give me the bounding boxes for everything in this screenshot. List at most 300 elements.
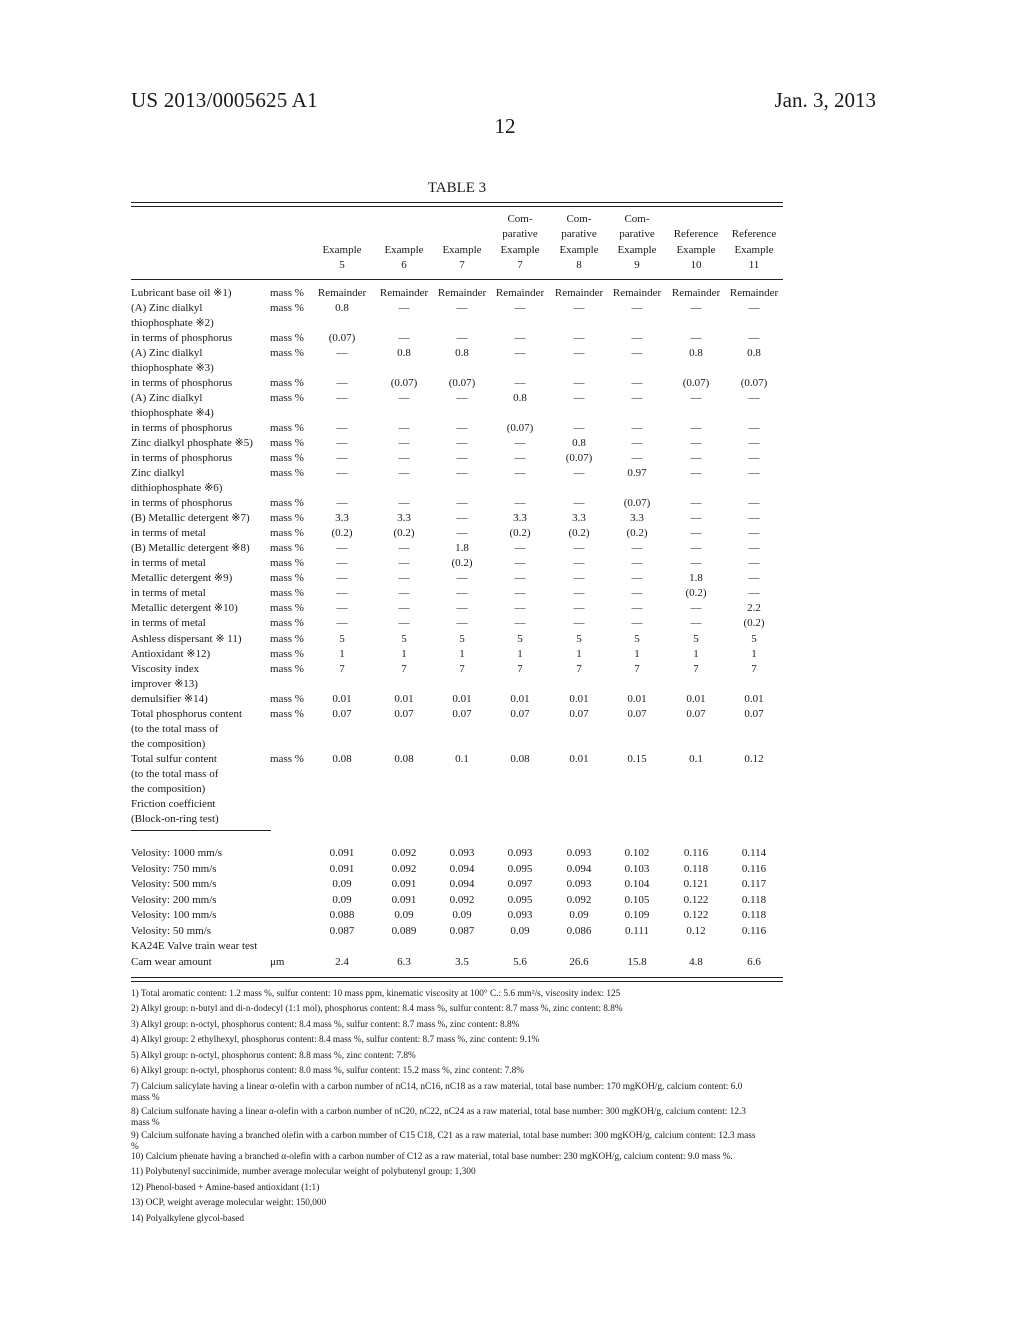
table-cell: 5 xyxy=(693,632,699,645)
table-cell: — xyxy=(690,557,702,570)
table-cell: — xyxy=(631,302,643,314)
table-cell: — xyxy=(398,617,410,630)
table-cell: 0.07 xyxy=(627,707,647,720)
row-label: thiophosphate ※3) xyxy=(131,362,214,375)
row-label: Metallic detergent ※10) xyxy=(131,602,238,615)
table-cell: — xyxy=(631,602,643,615)
table-cell: 0.01 xyxy=(744,692,764,705)
row-unit: mass % xyxy=(270,302,304,314)
column-header-cell: Example xyxy=(384,244,424,256)
table-cell: 1.8 xyxy=(689,572,703,585)
table-cell: 0.087 xyxy=(329,924,355,937)
row-unit: mass % xyxy=(270,437,304,450)
row-unit: mass % xyxy=(270,497,304,510)
table-cell: 0.122 xyxy=(683,893,709,906)
table-cell: — xyxy=(514,587,526,600)
column-header-cell: Example xyxy=(500,244,540,256)
table-cell: 1 xyxy=(634,647,640,660)
table-cell: — xyxy=(573,302,585,314)
column-header-cell: 6 xyxy=(401,259,407,271)
table-cell: 5 xyxy=(517,632,523,645)
table-cell: 0.01 xyxy=(627,692,647,705)
table-cell: — xyxy=(690,437,702,450)
table-cell: 0.091 xyxy=(329,847,355,859)
table-cell: — xyxy=(631,437,643,450)
table-cell: — xyxy=(573,557,585,570)
table-cell: 0.12 xyxy=(686,924,706,937)
table-cell: — xyxy=(398,452,410,465)
row-unit: mass % xyxy=(270,557,304,570)
row-label: Velosity: 500 mm/s xyxy=(131,878,217,891)
table-cell: — xyxy=(336,452,348,465)
row-unit: mass % xyxy=(270,542,304,555)
footnote: 7) Calcium salicylate having a linear α-olefin with a carbon number of nC14, nC16, nC18 as a raw material, total base number: 170 mgKOH/g, calcium content: 6.0 xyxy=(131,1082,743,1092)
table-cell: — xyxy=(573,422,585,435)
table-cell: 0.091 xyxy=(391,878,417,891)
table-row xyxy=(131,862,783,877)
table-cell: — xyxy=(456,302,468,314)
table-cell: — xyxy=(690,512,702,525)
table-cell: 7 xyxy=(634,662,640,675)
table-cell: 5 xyxy=(634,632,640,645)
table-cell: 0.118 xyxy=(741,893,767,906)
column-header-cell: Com- xyxy=(566,213,592,225)
table-cell: — xyxy=(631,332,643,345)
table-cell: — xyxy=(631,377,643,390)
row-label: (A) Zinc dialkyl xyxy=(131,347,203,360)
publication-date: Jan. 3, 2013 xyxy=(774,88,876,112)
table-cell: — xyxy=(573,617,585,630)
table-cell: 0.116 xyxy=(741,924,767,937)
table-cell: — xyxy=(631,572,643,585)
table-row xyxy=(131,436,783,451)
table-cell: — xyxy=(456,437,468,450)
row-unit: mass % xyxy=(270,347,304,360)
row-unit: μm xyxy=(270,955,285,968)
table-cell: — xyxy=(690,602,702,615)
table-row xyxy=(131,677,783,692)
table-cell: 0.118 xyxy=(741,909,767,922)
row-unit: mass % xyxy=(270,512,304,525)
table-cell: 0.97 xyxy=(627,467,647,480)
row-unit: mass % xyxy=(270,692,304,705)
footnote: mass % xyxy=(131,1093,160,1103)
row-label: (A) Zinc dialkyl xyxy=(131,302,203,314)
table-cell: (0.07) xyxy=(565,452,593,465)
row-unit: mass % xyxy=(270,602,304,615)
table-cell: 0.093 xyxy=(507,909,533,922)
column-header-cell: Com- xyxy=(624,213,650,225)
footnote: 1) Total aromatic content: 1.2 mass %, sulfur content: 10 mass ppm, kinematic viscosity at 100° C.: 5.6 mm²/s, viscosity index: 125 xyxy=(131,989,621,999)
table-row xyxy=(131,496,783,511)
table-cell: 1 xyxy=(401,647,407,660)
table-cell: — xyxy=(748,497,760,510)
table-cell: — xyxy=(456,527,468,540)
table-cell: 1 xyxy=(517,647,523,660)
row-label: Zinc dialkyl phosphate ※5) xyxy=(131,437,253,450)
table-cell: (0.2) xyxy=(451,557,473,570)
row-label: Viscosity index xyxy=(131,662,200,675)
patent-number: US 2013/0005625 A1 xyxy=(131,88,318,112)
table-cell: 3.3 xyxy=(572,512,586,525)
table-cell: 0.01 xyxy=(510,692,530,705)
table-row xyxy=(131,908,783,923)
column-header-cell: parative xyxy=(561,228,597,240)
table-cell: — xyxy=(690,302,702,314)
table-cell: 0.07 xyxy=(686,707,706,720)
table-cell: 0.07 xyxy=(510,707,530,720)
row-label: Zinc dialkyl xyxy=(131,467,185,480)
table-cell: — xyxy=(690,332,702,345)
row-label: the composition) xyxy=(131,737,206,750)
row-unit: mass % xyxy=(270,332,304,345)
table-row xyxy=(131,662,783,677)
table-cell: — xyxy=(748,467,760,480)
table-cell: 7 xyxy=(459,662,465,675)
table-cell: 0.118 xyxy=(683,862,709,875)
table-cell: — xyxy=(573,587,585,600)
table-cell: 0.093 xyxy=(566,847,592,859)
row-unit: mass % xyxy=(270,707,304,720)
table-cell: — xyxy=(398,572,410,585)
table-row xyxy=(131,571,783,586)
table-cell: 0.8 xyxy=(397,347,411,360)
table-cell: — xyxy=(336,467,348,480)
table-cell: 26.6 xyxy=(569,955,589,968)
row-label: in terms of phosphorus xyxy=(131,497,233,510)
table-cell: 1 xyxy=(576,647,582,660)
table-cell: 3.3 xyxy=(335,512,349,525)
table-cell: Remainder xyxy=(495,287,545,299)
table-cell: (0.07) xyxy=(740,377,768,390)
table-cell: — xyxy=(631,347,643,360)
table-cell: 3.5 xyxy=(455,955,469,968)
table-cell: — xyxy=(456,512,468,525)
footnote: 4) Alkyl group: 2 ethylhexyl, phosphorus content: 8.4 mass %, sulfur content: 8.7 mass %, zinc content: 9.1% xyxy=(131,1035,540,1045)
table-row xyxy=(131,692,783,707)
row-unit: mass % xyxy=(270,647,304,660)
row-unit: mass % xyxy=(270,632,304,645)
table-cell: Remainder xyxy=(671,287,721,299)
table-cell: — xyxy=(631,422,643,435)
table-row xyxy=(131,331,783,346)
table-cell: 0.08 xyxy=(394,752,414,765)
table-cell: 0.087 xyxy=(449,924,475,937)
footnote: 8) Calcium sulfonate having a linear α-olefin with a carbon number of nC20, nC22, nC24 as a raw material, total base number: 300 mgKOH/g, calcium content: 12.3 xyxy=(131,1107,746,1117)
table-cell: — xyxy=(514,467,526,480)
row-label: in terms of metal xyxy=(131,587,206,600)
table-cell: 0.09 xyxy=(510,924,530,937)
table-cell: 0.093 xyxy=(449,847,475,859)
table-cell: — xyxy=(514,302,526,314)
row-label: (B) Metallic detergent ※8) xyxy=(131,542,250,555)
table-cell: 1 xyxy=(751,647,757,660)
row-label: Lubricant base oil ※1) xyxy=(131,287,232,299)
row-label: Metallic detergent ※9) xyxy=(131,572,233,585)
table-cell: — xyxy=(631,557,643,570)
table-cell: — xyxy=(748,332,760,345)
table-cell: — xyxy=(456,392,468,405)
table-cell: — xyxy=(514,437,526,450)
table-cell: 0.07 xyxy=(332,707,352,720)
table-cell: — xyxy=(336,377,348,390)
table-cell: — xyxy=(514,497,526,510)
column-header-cell: Example xyxy=(734,244,774,256)
table-cell: 0.01 xyxy=(686,692,706,705)
footnote: 11) Polybutenyl succinimide, number average molecular weight of polybutenyl group: 1,300 xyxy=(131,1167,476,1177)
table-cell: 5 xyxy=(576,632,582,645)
table-cell: 0.094 xyxy=(566,862,592,875)
table-row xyxy=(131,797,783,812)
table-cell: — xyxy=(514,332,526,345)
table-cell: 0.103 xyxy=(624,862,650,875)
table-cell: (0.07) xyxy=(390,377,418,390)
table-cell: 0.15 xyxy=(627,752,647,765)
table-row xyxy=(131,601,783,616)
table-cell: — xyxy=(456,467,468,480)
table-cell: — xyxy=(748,557,760,570)
row-label: KA24E Valve train wear test xyxy=(131,940,258,953)
table-row xyxy=(131,526,783,541)
table-cell: 0.8 xyxy=(455,347,469,360)
table-row xyxy=(131,632,783,647)
row-unit: mass % xyxy=(270,572,304,585)
column-header-cell: 11 xyxy=(748,259,760,271)
table-cell: — xyxy=(631,392,643,405)
table-cell: 5.6 xyxy=(513,955,527,968)
table-cell: — xyxy=(336,587,348,600)
table-cell: 7 xyxy=(339,662,345,675)
table-row xyxy=(131,924,783,939)
table-row xyxy=(131,511,783,526)
row-unit: mass % xyxy=(270,527,304,540)
table-cell: 7 xyxy=(751,662,757,675)
row-label: (B) Metallic detergent ※7) xyxy=(131,512,250,525)
table-row xyxy=(131,376,783,391)
row-unit: mass % xyxy=(270,467,304,480)
table-cell: — xyxy=(456,587,468,600)
row-unit: mass % xyxy=(270,392,304,405)
table-cell: — xyxy=(456,617,468,630)
table-cell: 0.089 xyxy=(391,924,417,937)
row-unit: mass % xyxy=(270,287,304,299)
table-row xyxy=(131,481,783,496)
table-cell: 0.8 xyxy=(335,302,349,314)
table-cell: — xyxy=(748,392,760,405)
table-row xyxy=(131,466,783,481)
footnote: 2) Alkyl group: n-butyl and di-n-dodecyl (1:1 mol), phosphorus content: 8.4 mass %, sulfur content: 8.7 mass %, zinc content: 8.8% xyxy=(131,1004,623,1014)
table-cell: — xyxy=(456,332,468,345)
table-cell: — xyxy=(336,347,348,360)
column-header-line xyxy=(131,243,783,258)
table-cell: 0.09 xyxy=(569,909,589,922)
table-cell: 5 xyxy=(751,632,757,645)
row-unit: mass % xyxy=(270,617,304,630)
table-cell: — xyxy=(398,557,410,570)
row-label: Antioxidant ※12) xyxy=(131,647,211,660)
table-row xyxy=(131,346,783,361)
row-label: (to the total mass of xyxy=(131,722,219,735)
table-cell: 0.092 xyxy=(566,893,592,906)
table-cell: — xyxy=(748,542,760,555)
footnote: 14) Polyalkylene glycol-based xyxy=(131,1214,245,1224)
column-header-cell: Example xyxy=(617,244,657,256)
table-cell: 0.111 xyxy=(625,924,649,937)
table-cell: 0.8 xyxy=(572,437,586,450)
table-cell: 7 xyxy=(401,662,407,675)
table-cell: 7 xyxy=(517,662,523,675)
row-unit: mass % xyxy=(270,752,304,765)
table-row xyxy=(131,556,783,571)
column-header-line xyxy=(131,227,783,242)
table-cell: (0.07) xyxy=(623,497,651,510)
table-row xyxy=(131,586,783,601)
footnote: % xyxy=(131,1142,139,1152)
column-header-cell: Com- xyxy=(507,213,533,225)
table-cell: 5 xyxy=(339,632,345,645)
column-header-cell: parative xyxy=(502,228,538,240)
table-cell: (0.07) xyxy=(506,422,534,435)
table-cell: — xyxy=(690,527,702,540)
table-cell: 6.6 xyxy=(747,955,761,968)
table-cell: 0.114 xyxy=(741,847,767,859)
table-cell: — xyxy=(336,557,348,570)
table-cell: — xyxy=(336,602,348,615)
table-cell: — xyxy=(514,617,526,630)
table-row xyxy=(131,877,783,892)
table-row xyxy=(131,451,783,466)
table-cell: 0.102 xyxy=(624,847,650,859)
table-cell: — xyxy=(690,497,702,510)
table-row xyxy=(131,812,783,827)
table-cell: 0.07 xyxy=(452,707,472,720)
table-cell: 0.07 xyxy=(744,707,764,720)
table-cell: 0.12 xyxy=(744,752,764,765)
table-cell: 0.01 xyxy=(569,752,589,765)
row-label: thiophosphate ※4) xyxy=(131,407,214,420)
table-cell: — xyxy=(336,392,348,405)
table-cell: (0.2) xyxy=(626,527,648,540)
table-row xyxy=(131,722,783,737)
table-cell: — xyxy=(456,422,468,435)
table-cell: (0.07) xyxy=(328,332,356,345)
table-cell: 0.1 xyxy=(689,752,703,765)
table-cell: 0.095 xyxy=(507,893,533,906)
table-cell: 1 xyxy=(459,647,465,660)
table-cell: 1 xyxy=(693,647,699,660)
row-label: Velosity: 100 mm/s xyxy=(131,909,217,922)
table-cell: — xyxy=(631,587,643,600)
column-header-cell: Reference xyxy=(673,228,719,240)
table-cell: — xyxy=(573,572,585,585)
table-cell: — xyxy=(514,557,526,570)
column-header-cell: Reference xyxy=(731,228,777,240)
table-cell: — xyxy=(690,422,702,435)
table-cell: — xyxy=(336,617,348,630)
table-cell: — xyxy=(398,332,410,345)
row-label: in terms of phosphorus xyxy=(131,332,233,345)
table-cell: — xyxy=(456,602,468,615)
table-cell: 0.092 xyxy=(391,862,417,875)
table-cell: 0.08 xyxy=(510,752,530,765)
table-cell: — xyxy=(456,452,468,465)
footnote: mass % xyxy=(131,1118,160,1128)
table-cell: — xyxy=(398,602,410,615)
row-unit: mass % xyxy=(270,422,304,435)
table-cell: 0.09 xyxy=(452,909,472,922)
table-cell: 1 xyxy=(339,647,345,660)
table-cell: 0.092 xyxy=(449,893,475,906)
table-cell: Remainder xyxy=(554,287,604,299)
table-cell: — xyxy=(398,467,410,480)
row-label: in terms of phosphorus xyxy=(131,422,233,435)
table-cell: — xyxy=(690,542,702,555)
table-cell: 0.109 xyxy=(624,909,650,922)
table-cell: 0.01 xyxy=(394,692,414,705)
table-cell: — xyxy=(514,347,526,360)
column-header-cell: 8 xyxy=(576,259,582,271)
column-header-cell: 7 xyxy=(459,259,465,271)
table-cell: — xyxy=(514,377,526,390)
table-cell: — xyxy=(690,392,702,405)
table-cell: 0.091 xyxy=(391,893,417,906)
table-cell: — xyxy=(573,497,585,510)
table-cell: — xyxy=(336,542,348,555)
table-cell: 0.122 xyxy=(683,909,709,922)
table-cell: (0.07) xyxy=(448,377,476,390)
column-header-line xyxy=(131,258,783,273)
table-cell: 0.105 xyxy=(624,893,650,906)
table-cell: (0.2) xyxy=(509,527,531,540)
table-cell: 0.01 xyxy=(332,692,352,705)
table-cell: 0.09 xyxy=(332,893,352,906)
table-cell: 0.121 xyxy=(683,878,709,891)
table-cell: 0.094 xyxy=(449,862,475,875)
table-cell: 0.091 xyxy=(329,862,355,875)
row-label: (to the total mass of xyxy=(131,767,219,780)
table-cell: — xyxy=(573,467,585,480)
data-table xyxy=(131,0,783,1000)
table-cell: — xyxy=(398,392,410,405)
table-cell: 0.8 xyxy=(689,347,703,360)
row-label: in terms of metal xyxy=(131,557,206,570)
footnote: 5) Alkyl group: n-octyl, phosphorus content: 8.8 mass %, zinc content: 7.8% xyxy=(131,1051,416,1061)
table-cell: — xyxy=(748,572,760,585)
row-label: in terms of phosphorus xyxy=(131,377,233,390)
table-row xyxy=(131,707,783,722)
table-cell: — xyxy=(690,617,702,630)
table-cell: 0.01 xyxy=(569,692,589,705)
table-row xyxy=(131,752,783,767)
table-cell: Remainder xyxy=(612,287,662,299)
row-label: Total sulfur content xyxy=(131,752,217,765)
table-cell: — xyxy=(398,587,410,600)
table-row xyxy=(131,955,783,970)
row-label: (Block-on-ring test) xyxy=(131,812,219,825)
table-cell: Remainder xyxy=(317,287,367,299)
footnotes xyxy=(131,989,791,1239)
table-cell: — xyxy=(748,302,760,314)
column-header-cell: Example xyxy=(322,244,362,256)
table-cell: 0.09 xyxy=(332,878,352,891)
table-cell: Remainder xyxy=(729,287,779,299)
table-row xyxy=(131,406,783,421)
row-label: Velosity: 750 mm/s xyxy=(131,862,217,875)
table-cell: 2.4 xyxy=(335,955,349,968)
table-cell: — xyxy=(336,572,348,585)
footnote: 6) Alkyl group: n-octyl, phosphorus content: 8.0 mass %, sulfur content: 15.2 mass %, zinc content: 7.8% xyxy=(131,1066,524,1076)
table-cell: — xyxy=(398,497,410,510)
